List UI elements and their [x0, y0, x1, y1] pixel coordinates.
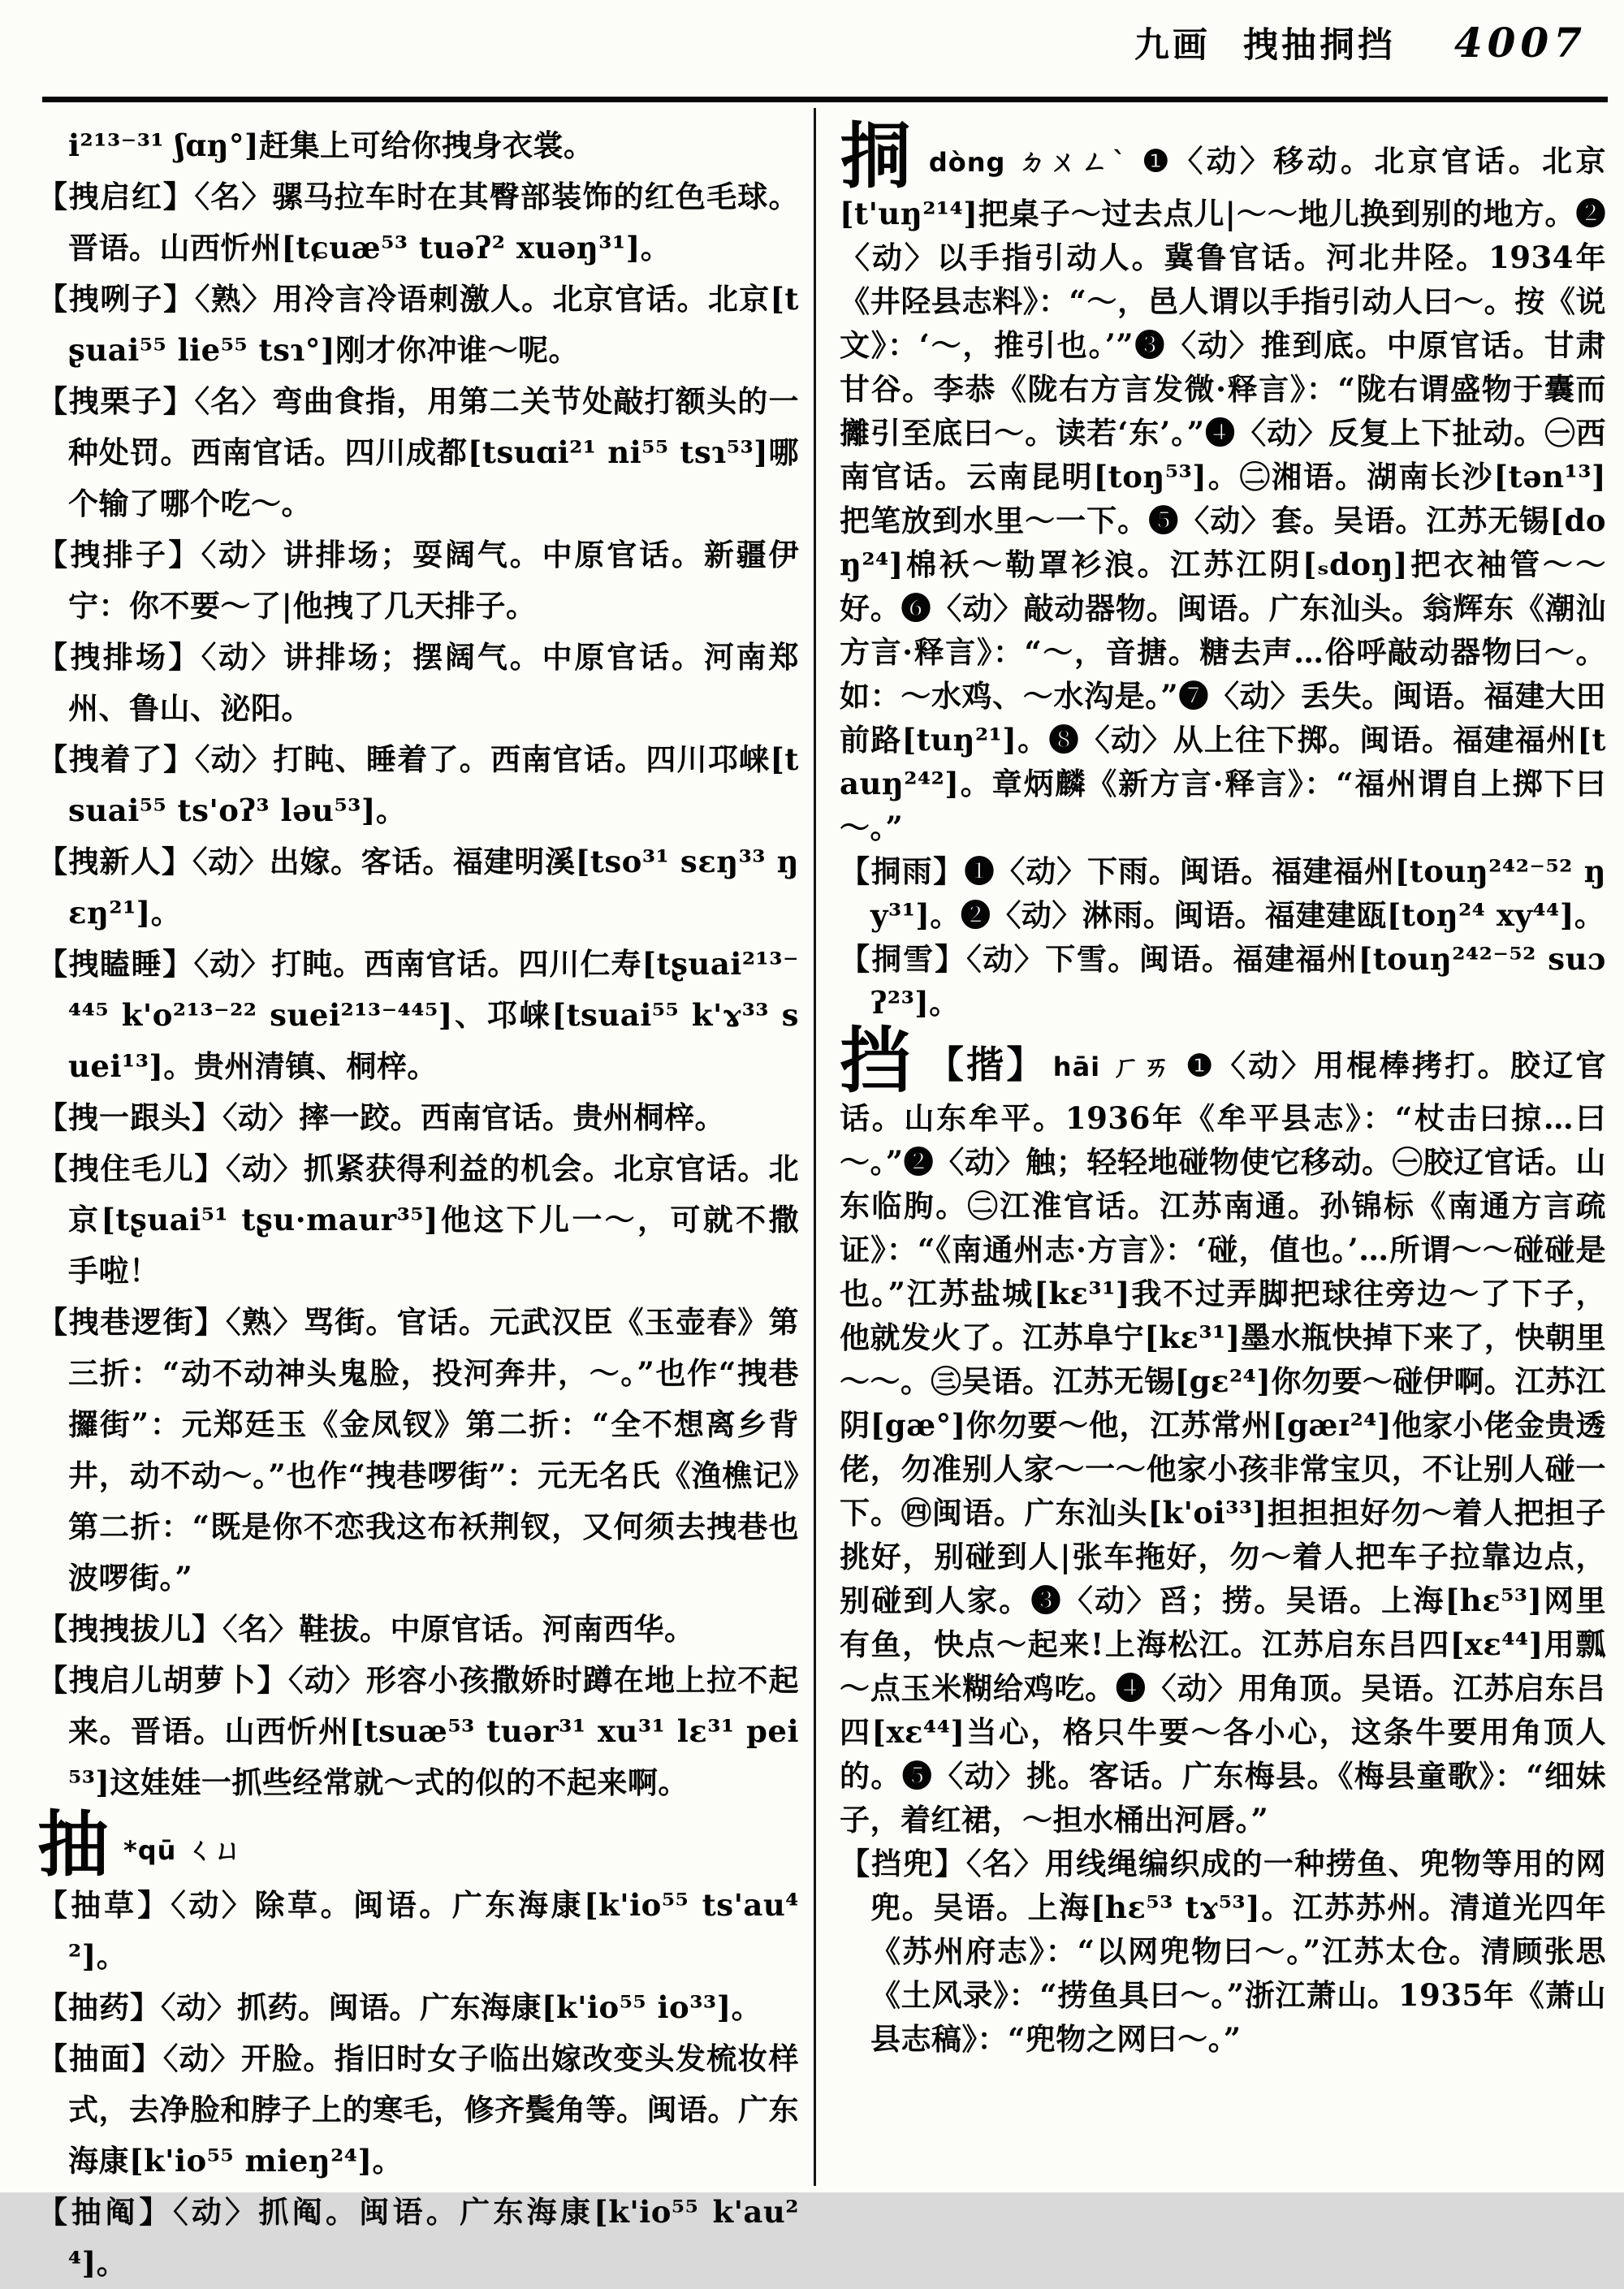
head-definition: ❶〈动〉移动。北京官话。北京[t'uŋ²¹⁴]把桌子～过去点儿|～～地儿换到别的地方。❷〈动〉以手指引动人。冀鲁官话。河北井陉。1934年《井陉县志料》：“～，邑人谓以手指引动人曰～。按《说文》：‘～，推引也。’”❸〈动〉推到底。中原官话。甘肃甘谷。李恭《陇右方言发微·释言》：“陇右谓盛物于囊而攡引至底曰～。读若‘东’。”❹〈动〉反复上下扯动。㊀西南官话。云南昆明[toŋ⁵³]。㊁湘语。湖南长沙[tən¹³]把笔放到水里～一下。❺〈动〉套。吴语。江苏无锡[doŋ²⁴]棉袄～勒罩衫浪。江苏江阴[ₛdoŋ]把衣袖管～～好。❻〈动〉敲动器物。闽语。广东汕头。翁辉东《潮汕方言·释言》：“～，音搪。糖去声…俗呼敲动器物曰～。如：～水鸡、～水沟是。”❼〈动〉丢失。闽语。福建大田前路[tuŋ²¹]。❽〈动〉从上往下掷。闽语。福建福州[tauŋ²⁴²]。章炳麟《新方言·释言》：“福州谓自上掷下曰～。”: [840, 143, 1606, 845]
entry-headword: 【拽栗子】: [37, 383, 195, 419]
entry-headword: 【抽面】: [37, 2041, 163, 2076]
entry-body: 〈熟〉骂街。官话。元武汉臣《玉壶春》第三折：“动不动神头鬼脸，投河奔井，～。”也作“拽巷攞街”：元郑廷玉《金凤钗》第二折：“全不想离乡背井，动不动～。”也作“拽巷啰街”：元无名氏《渔樵记》第二折：“既是你不恋我这布袄荆钗，又何须去拽巷也波啰街。”: [68, 1304, 799, 1596]
entry-body: 〈名〉鞋拔。中原官话。河南西华。: [222, 1611, 695, 1647]
column-divider: [814, 108, 816, 2186]
continuation-text: i²¹³⁻³¹ ʃɑŋ°]赶集上可给你拽身衣裳。: [68, 127, 594, 163]
entry-body: 〈熟〉用冷言冷语刺激人。北京官话。北京[tʂuai⁵⁵ lie⁵⁵ tsɿ°]刚才你冲谁～呢。: [68, 281, 799, 368]
entry-headword: 【挡兜】: [840, 1846, 966, 1881]
entry-body: 〈动〉除草。闽语。广东海康[k'io⁵⁵ ts'au⁴²]。: [68, 1887, 800, 1974]
dict-entry: [37, 632, 799, 734]
head-character: 挡: [840, 1018, 914, 1103]
pinyin: *qū: [123, 1835, 177, 1866]
dict-entry: [37, 274, 799, 376]
dict-entry: [37, 376, 799, 529]
entry-headword: 【抽草】: [37, 1887, 171, 1923]
entry-headword: 【拽启儿胡萝卜】: [37, 1662, 288, 1698]
dict-entry: [37, 529, 799, 632]
entry-body: 〈动〉讲排场；摆阔气。中原官话。河南郑州、鲁山、泌阳。: [68, 639, 800, 726]
dict-entry: [37, 1604, 799, 1655]
head-character-section: [840, 1018, 1607, 1842]
entry-headword: 【拽着了】: [37, 741, 195, 777]
dict-entry: [840, 937, 1606, 1025]
entry-body: 〈名〉骡马拉车时在其臀部装饰的红色毛球。晋语。山西忻州[tɕuæ⁵³ tuəʔ² xuəŋ³¹]。: [68, 179, 799, 266]
entry-headword: 【拽一跟头】: [37, 1099, 222, 1135]
entry-headword: 【拽排子】: [37, 537, 201, 572]
entry-headword: 【拽巷逻街】: [37, 1304, 226, 1340]
zhuyin: ㄏㄞ: [1110, 1051, 1173, 1083]
dict-entry: [37, 1297, 799, 1604]
dict-entry: [37, 734, 799, 836]
entry-headword: 【挏雪】: [840, 941, 967, 977]
entry-headword: 【拽咧子】: [37, 281, 195, 317]
dict-entry: [37, 939, 799, 1092]
head-definition: ❶〈动〉用棍棒拷打。胶辽官话。山东牟平。1936年《牟平县志》：“杖击曰掠…曰～。”❷〈动〉触；轻轻地碰物使它移动。㊀胶辽官话。山东临朐。㊁江淮官话。江苏南通。孙锦标《南通方言疏证》：“《南通州志·方言》：‘碰，值也。’…所谓～～碰碰是也。”江苏盐城[kɛ³¹]我不过弄脚把球往旁边～了下子，他就发火了。江苏阜宁[kɛ³¹]墨水瓶快掉下来了，快朝里～～。㊂吴语。江苏无锡[gɛ²⁴]你勿要～碰伊啊。江苏江阴[gæ°]你勿要～他，江苏常州[gæɪ²⁴]他家小佬金贵透佬，勿准别人家～一～他家小孩非常宝贝，不让别人碰一下。㊃闽语。广东汕头[k'oi³³]担担担好勿～着人把担子挑好，别碰到人|张车拖好，勿～着人把车子拉靠边点，别碰到人家。❸〈动〉舀；捞。吴语。上海[hɛ⁵³]网里有鱼，快点～起来!上海松江。江苏启东吕四[xɛ⁴⁴]用瓢～点玉米糊给鸡吃。❹〈动〉用角顶。吴语。江苏启东吕四[xɛ⁴⁴]当心，格只牛要～各小心，这条牛要用角顶人的。❺〈动〉挑。客话。广东梅县。《梅县童歌》：“细妹子，着红裙，～担水桶出河唇。”: [840, 1047, 1607, 1838]
dict-entry: [37, 1092, 799, 1143]
entry-body: 〈动〉抓药。闽语。广东海康[k'io⁵⁵ io³³]。: [161, 1989, 762, 2025]
entry-body: 〈名〉用线绳编织成的一种捞鱼、兜物等用的网兜。吴语。上海[hɛ⁵³ tɤ⁵³]。江苏苏州。清道光四年《苏州府志》：“以网兜物曰～。”江苏太仓。清顾张思《土风录》：“捞鱼具曰～。”浙江萧山。1935年《萧山县志稿》：“兜物之网曰～。”: [870, 1846, 1607, 2057]
running-head: [1134, 18, 1396, 67]
entry-headword: 【抽药】: [37, 1989, 161, 2025]
page-number: 4007: [1453, 19, 1587, 67]
entry-body: 〈动〉出嫁。客话。福建明溪[tso³¹ sɛŋ³³ ŋɛŋ²¹]。: [68, 844, 799, 931]
zhuyin: ㄑㄩ: [186, 1834, 243, 1867]
dict-entry: [37, 1982, 799, 2033]
entry-body: 〈动〉讲排场；耍阔气。中原官话。新疆伊宁：你不要～了|他拽了几天排子。: [68, 537, 800, 624]
entry-headword: 【拽拽拔儿】: [37, 1611, 222, 1647]
head-character-section: [840, 114, 1606, 849]
stroke-section-label: 九画: [1134, 25, 1211, 66]
dict-entry: [37, 1655, 799, 1808]
pinyin: dòng: [928, 147, 1006, 178]
head-character: 挏: [840, 114, 914, 198]
entry-headword: 【抽阄】: [37, 2194, 174, 2230]
entry-body: ❶〈动〉下雨。闽语。福建福州[touŋ²⁴²⁻⁵² ŋy³¹]。❷〈动〉淋雨。闽语。福建建瓯[toŋ²⁴ xy⁴⁴]。: [870, 853, 1607, 933]
header-rule: [42, 97, 1608, 102]
entry-body: 〈动〉开脸。指旧时女子临出嫁改变头发梳妆样式，去净脸和脖子上的寒毛，修齐鬓角等。闽语。广东海康[k'io⁵⁵ mieŋ²⁴]。: [68, 2041, 800, 2179]
dict-entry: [37, 2033, 799, 2187]
zhuyin: ㄉㄨㄥˋ: [1015, 146, 1129, 179]
variant-form: 【揩】: [926, 1043, 1047, 1086]
entry-body: 〈动〉下雪。闽语。福建福州[touŋ²⁴²⁻⁵² suɔʔ²³]。: [870, 941, 1607, 1021]
entry-headword: 【拽新人】: [37, 844, 193, 879]
entry-body: 〈名〉弯曲食指，用第二关节处敲打额头的一种处罚。西南官话。四川成都[tsuɑi²¹ ni⁵⁵ tsɿ⁵³]哪个输了哪个吃～。: [68, 383, 799, 521]
dict-entry: [37, 1880, 799, 1982]
head-character-section: [37, 1802, 799, 1886]
page-header: [812, 18, 1587, 67]
left-column: [37, 120, 799, 2289]
entry-headword: 【挏雨】: [840, 853, 965, 889]
dict-entry: [37, 171, 799, 274]
dict-entry: [840, 849, 1606, 937]
head-character: 抽: [37, 1802, 110, 1886]
pinyin: hāi: [1052, 1052, 1101, 1082]
entry-body: 〈动〉抓阄。闽语。广东海康[k'io⁵⁵ k'au²⁴]。: [68, 2194, 800, 2281]
entry-body: 〈动〉打盹。西南官话。四川仁寿[tʂuai²¹³⁻⁴⁴⁵ k'o²¹³⁻²² suei²¹³⁻⁴⁴⁵]、邛崃[tsuai⁵⁵ k'ɤ³³ suei¹³]。贵州清镇、桐梓。: [68, 946, 799, 1084]
right-column: [840, 114, 1607, 2061]
entry-headword: 【拽启红】: [37, 179, 195, 214]
dict-entry: [37, 2187, 799, 2289]
entry-headword: 【拽瞌睡】: [37, 946, 194, 982]
entry-body: 〈动〉抓紧获得利益的机会。北京官话。北京[tʂuai⁵¹ tʂu·maur³⁵]他这下儿一～，可就不撒手啦！: [68, 1151, 799, 1289]
entry-body: 〈动〉摔一跤。西南官话。贵州桐梓。: [222, 1099, 725, 1135]
dict-entry: [840, 1842, 1606, 2061]
entry-body: 〈动〉打盹、睡着了。西南官话。四川邛崃[tsuai⁵⁵ ts'oʔ³ ləu⁵³]。: [68, 741, 799, 828]
section-characters: 拽抽挏挡: [1242, 25, 1396, 66]
entry-headword: 【拽排场】: [37, 639, 201, 675]
entry-headword: 【拽住毛儿】: [37, 1151, 226, 1186]
entry-body: 〈动〉形容小孩撒娇时蹲在地上拉不起来。晋语。山西忻州[tsuæ⁵³ tuər³¹ xu³¹ lɛ³¹ pei⁵³]这娃娃一抓些经常就～式的似的不起来啊。: [68, 1662, 799, 1800]
dict-entry: [37, 836, 799, 939]
dict-entry: [37, 1143, 799, 1297]
